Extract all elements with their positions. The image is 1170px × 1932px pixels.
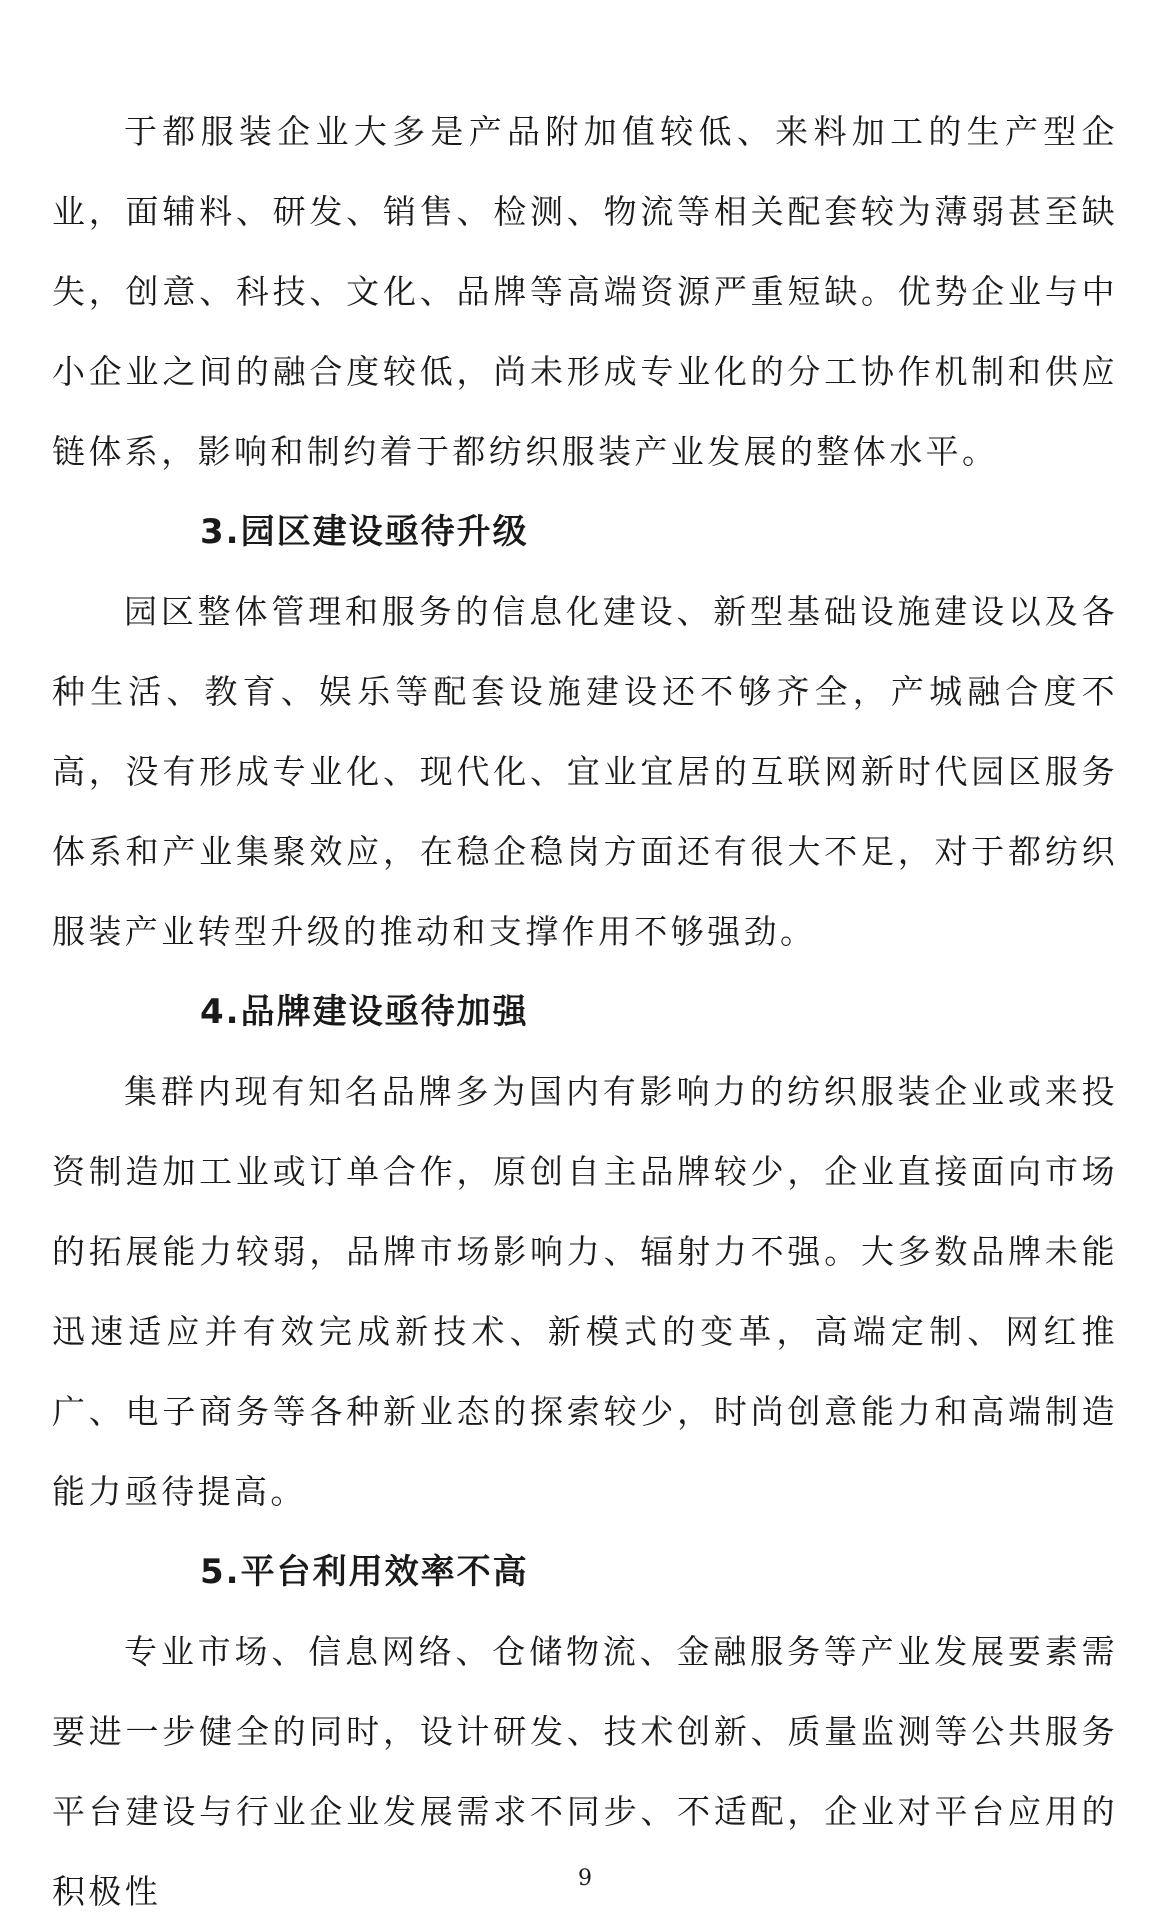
paragraph-brand-building: 集群内现有知名品牌多为国内有影响力的纺织服装企业或来投资制造加工业或订单合作，原创自主品牌较少，企业直接面向市场的拓展能力较弱，品牌市场影响力、辐射力不强。大多数品牌未能迅速适应并有效完成新技术、新模式的变革，高端定制、网红推广、电子商务等各种新业态的探索较少，时尚创意能力和高端制造能力亟待提高。 — [52, 1072, 1118, 1511]
paragraph-platform-utilization: 专业市场、信息网络、仓储物流、金融服务等产业发展要素需要进一步健全的同时，设计研发、技术创新、质量监测等公共服务平台建设与行业企业发展需求不同步、不适配，企业对平台应用的积极性 — [52, 1632, 1118, 1911]
page-number: 9 — [578, 1866, 592, 1891]
section-heading-brand-building: 4.品牌建设亟待加强 — [200, 992, 529, 1032]
paragraph-intro: 于都服装企业大多是产品附加值较低、来料加工的生产型企业，面辅料、研发、销售、检测、物流等相关配套较为薄弱甚至缺失，创意、科技、文化、品牌等高端资源严重短缺。优势企业与中小企业之间的融合度较低，尚未形成专业化的分工协作机制和供应链体系，影响和制约着于都纺织服装产业发展的整体水平。 — [52, 112, 1118, 471]
section-heading-park-construction: 3.园区建设亟待升级 — [200, 512, 529, 552]
section-heading-platform-utilization: 5.平台利用效率不高 — [200, 1552, 529, 1592]
paragraph-park-construction: 园区整体管理和服务的信息化建设、新型基础设施建设以及各种生活、教育、娱乐等配套设施建设还不够齐全，产城融合度不高，没有形成专业化、现代化、宜业宜居的互联网新时代园区服务体系和产业集聚效应，在稳企稳岗方面还有很大不足，对于都纺织服装产业转型升级的推动和支撑作用不够强劲。 — [52, 592, 1118, 951]
